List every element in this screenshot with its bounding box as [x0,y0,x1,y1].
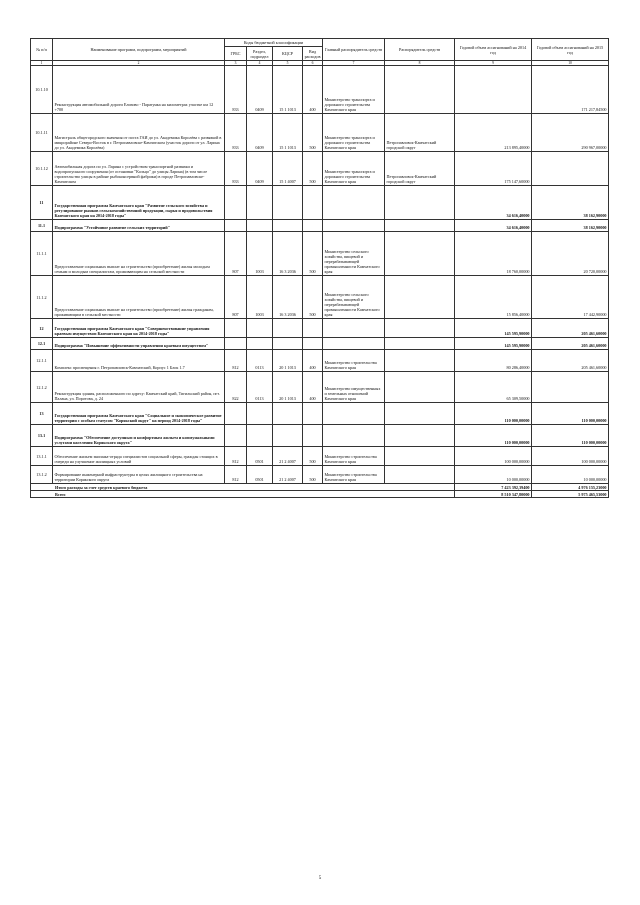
row-number: 13 [31,403,53,425]
header-num: № п/п [31,39,53,61]
row-razdel: 1003 [247,276,273,319]
row-value-2014: 80 286,40000 [455,350,532,372]
row-kcsr: 20 1 1013 [273,350,303,372]
table-row [31,466,609,484]
row-name: Реконструкция автомобильной дороги Елизово - Паратунка на километрах участке км 12 +700 [53,66,225,114]
row-kcsr [273,319,303,338]
table-row [31,152,609,186]
row-chief-admin: Министерство строительства Камчатского края [323,447,385,466]
row-recipient [385,66,455,114]
row-vid: 400 [303,372,323,403]
row-kcsr: 21 2 4007 [273,447,303,466]
row-value-2014: 213 895,40000 [455,114,532,152]
total-label: Итого расходы за счет средств краевого бюджета [31,484,455,491]
row-grbs: 807 [225,276,247,319]
row-value-2015: 10 000,00000 [532,466,609,484]
row-kcsr: 15 1 4007 [273,152,303,186]
column-index: 10 [532,61,609,66]
row-value-2015: 17 442,90000 [532,276,609,319]
row-recipient [385,425,455,447]
row-vid: 500 [303,466,323,484]
row-value-2014: 100 000,00000 [455,447,532,466]
row-value-2015: 38 162,90000 [532,220,609,232]
row-number: 12.1.1 [31,350,53,372]
row-name: Государственная программа Камчатского края "Развитие сельского хозяйства и регулирование рынков сельскохозяйственной продукции, сырья и продовольствия Камчатского края на 2014-2018 годы" [53,186,225,220]
row-name: Подпрограмма "Обеспечение доступным и комфортным жильем и коммунальными услугами населения Корякского округа" [53,425,225,447]
row-name: Формирование инженерной инфраструктуры в целях жилищного строительства на территории Корякского округа [53,466,225,484]
row-vid: 400 [303,66,323,114]
row-vid: 500 [303,152,323,186]
row-vid [303,338,323,350]
row-name: Государственная программа Камчатского края "Совершенствование управления краевым имуществом Камчатского края на 2014-2018 годы" [53,319,225,338]
row-vid: 500 [303,276,323,319]
row-kcsr: 20 1 1013 [273,372,303,403]
total-row [31,484,609,491]
column-index: 8 [385,61,455,66]
row-number: 10.1.12 [31,152,53,186]
row-value-2014: 34 616,40000 [455,220,532,232]
row-vid: 400 [303,350,323,372]
row-name: Подпрограмма "Устойчивое развитие сельских территорий" [53,220,225,232]
row-razdel [247,319,273,338]
table-row [31,232,609,276]
row-recipient [385,232,455,276]
row-value-2015: 205 461,60000 [532,338,609,350]
row-recipient [385,220,455,232]
row-grbs: 833 [225,114,247,152]
table-row [31,319,609,338]
column-index: 1 [31,61,53,66]
row-name: Автомобильная дорога по ул. Ларина с устройством транспортной развязки и водопропускного сооружения (от остановки "Кольцо" до улицы Ларина) (в том числе строительство улицы в районе рыбоконсервной фабрики) в городе Петропавловске-Камчатском [53,152,225,186]
row-kcsr: 15 1 1013 [273,66,303,114]
row-number: 11.1.1 [31,232,53,276]
row-kcsr [273,220,303,232]
row-value-2015: 290 967,00000 [532,114,609,152]
row-chief-admin [323,220,385,232]
row-number: 11.1 [31,220,53,232]
row-vid [303,403,323,425]
row-chief-admin: Министерство строительства Камчатского края [323,466,385,484]
row-name: Магистраль общегородского значения от поста ГАИ до ул. Академика Королёва с развязкой в микрорайоне Северо-Восток в г. Петропавловске-Камчатском (участок дороги от ул. Ларина до ул. Академика Королёва) [53,114,225,152]
total-label: Всего [31,491,455,498]
row-chief-admin: Министерство сельского хозяйства, пищевой и перерабатывающей промышленности Камчатского края [323,232,385,276]
row-vid [303,425,323,447]
row-kcsr [273,425,303,447]
row-grbs: 812 [225,350,247,372]
row-razdel: 0501 [247,447,273,466]
row-razdel: 1003 [247,232,273,276]
row-grbs [225,338,247,350]
table-row [31,403,609,425]
row-razdel [247,403,273,425]
header-name: Наименование программ, подпрограмм, мероприятий [53,39,225,61]
row-number: 13.1 [31,425,53,447]
row-razdel: 0113 [247,350,273,372]
table-row [31,114,609,152]
row-value-2015: 110 000,00000 [532,425,609,447]
column-index: 5 [273,61,303,66]
row-grbs: 807 [225,232,247,276]
table-row [31,186,609,220]
header-razdel: Раздел, подраздел [247,47,273,61]
row-number: 12 [31,319,53,338]
row-value-2014 [455,66,532,114]
row-value-2014: 145 595,90000 [455,319,532,338]
row-number: 12.1.2 [31,372,53,403]
row-grbs: 833 [225,66,247,114]
row-vid: 500 [303,114,323,152]
row-value-2014: 10 000,00000 [455,466,532,484]
column-index: 7 [323,61,385,66]
row-value-2014: 175 147,60000 [455,152,532,186]
row-grbs: 822 [225,372,247,403]
row-chief-admin: Министерство строительства Камчатского края [323,350,385,372]
row-recipient [385,319,455,338]
row-kcsr [273,186,303,220]
row-grbs [225,319,247,338]
table-row [31,372,609,403]
row-name: Государственная программа Камчатского края "Социальное и экономическое развитие территории с особым статусом "Корякский округ" на период 2014-2018 годы" [53,403,225,425]
row-chief-admin: Министерство транспорта и дорожного строительства Камчатского края [323,152,385,186]
row-number: 11.1.2 [31,276,53,319]
row-chief-admin [323,403,385,425]
row-name: Подпрограмма "Повышение эффективности управления краевым имуществом" [53,338,225,350]
total-row [31,491,609,498]
row-grbs [225,403,247,425]
header-grbs: ГРБС [225,47,247,61]
column-index: 6 [303,61,323,66]
total-value-2015: 5 975 465,53000 [532,491,609,498]
row-razdel: 0113 [247,372,273,403]
row-name: Комплекс просвещения г. Петропавловск-Камчатский, Корпус 1 Блок 1.7 [53,350,225,372]
table-row [31,220,609,232]
row-razdel: 0501 [247,466,273,484]
row-recipient [385,403,455,425]
budget-table [30,38,609,498]
row-value-2014: 18 760,00000 [455,232,532,276]
column-index: 4 [247,61,273,66]
row-value-2014: 34 616,40000 [455,186,532,220]
row-vid: 500 [303,447,323,466]
header-recipient: Распорядитель средств [385,39,455,61]
row-vid: 500 [303,232,323,276]
row-chief-admin [323,425,385,447]
row-value-2014: 15 856,40000 [455,276,532,319]
row-name: Обеспечение жильем экипажа-отряда специалистов социальной сферы, граждан стоящих в очереди на улучшение жилищных условий [53,447,225,466]
row-name: Реконструкция здания, расположенного по адресу: Камчатский край, Тигильский район, пгт. Палана, ул. Поротова, д. 24 [53,372,225,403]
row-recipient [385,447,455,466]
row-number: 11 [31,186,53,220]
header-vol-2014: Годовой объем ассигнований на 2014 год [455,39,532,61]
row-number: 10.1.11 [31,114,53,152]
row-grbs: 812 [225,466,247,484]
row-razdel: 0409 [247,114,273,152]
row-value-2015: 205 461,60000 [532,319,609,338]
row-razdel [247,186,273,220]
row-grbs: 833 [225,152,247,186]
budget-table-sheet [30,38,608,498]
row-chief-admin: Министерство сельского хозяйства, пищевой и перерабатывающей промышленности Камчатского края [323,276,385,319]
row-name: Предоставление социальных выплат на строительство (приобретение) жилья молодым семьям и молодым специалистам, проживающим на сельской местности [53,232,225,276]
row-recipient [385,466,455,484]
row-kcsr [273,403,303,425]
row-chief-admin [323,338,385,350]
total-value-2014: 7 423 392,39400 [455,484,532,491]
row-recipient [385,276,455,319]
row-chief-admin: Министерство транспорта и дорожного строительства Камчатского края [323,66,385,114]
total-value-2014: 8 510 347,80000 [455,491,532,498]
row-chief-admin: Министерство имущественных и земельных отношений Камчатского края [323,372,385,403]
row-value-2014: 145 595,90000 [455,338,532,350]
header-codes-group: Коды бюджетной классификации [225,39,323,47]
row-number: 12.1 [31,338,53,350]
row-recipient [385,338,455,350]
table-row [31,447,609,466]
row-value-2014: 110 000,00000 [455,425,532,447]
header-vid: Вид расходов [303,47,323,61]
row-recipient [385,186,455,220]
row-vid [303,220,323,232]
page-number: 5 [318,876,322,881]
row-value-2014: 110 000,00000 [455,403,532,425]
column-index: 3 [225,61,247,66]
row-value-2015: 110 000,00000 [532,403,609,425]
row-grbs [225,186,247,220]
header-kcsr: КЦСР [273,47,303,61]
table-row [31,425,609,447]
row-number: 10.1.10 [31,66,53,114]
row-grbs [225,220,247,232]
header-vol-2015: Годовой объем ассигнований на 2015 год [532,39,609,61]
row-value-2015: 171 217,84500 [532,66,609,114]
row-recipient: Петропавловск-Камчатский городской округ [385,114,455,152]
total-value-2015: 4 976 155,23000 [532,484,609,491]
row-value-2015 [532,152,609,186]
row-value-2015: 100 000,00000 [532,447,609,466]
row-chief-admin [323,319,385,338]
row-value-2014: 65 309,50000 [455,372,532,403]
row-kcsr: 15 1 1013 [273,114,303,152]
column-index: 9 [455,61,532,66]
row-number: 13.1.2 [31,466,53,484]
row-razdel [247,425,273,447]
row-razdel: 0409 [247,66,273,114]
row-grbs [225,425,247,447]
row-kcsr: 16 3 2036 [273,276,303,319]
row-kcsr: 21 2 4007 [273,466,303,484]
table-row [31,350,609,372]
row-name: Предоставление социальных выплат на строительство (приобретение) жилья гражданам, проживающим в сельской местности [53,276,225,319]
row-recipient [385,350,455,372]
header-chief-admin: Главный распорядитель средств [323,39,385,61]
row-kcsr: 16 3 2036 [273,232,303,276]
row-value-2015: 20 720,00000 [532,232,609,276]
row-chief-admin [323,186,385,220]
column-index: 2 [53,61,225,66]
row-kcsr [273,338,303,350]
row-razdel [247,338,273,350]
row-number: 13.1.1 [31,447,53,466]
table-row [31,338,609,350]
row-chief-admin: Министерство транспорта и дорожного строительства Камчатского края [323,114,385,152]
row-grbs: 812 [225,447,247,466]
row-value-2015 [532,372,609,403]
row-vid [303,186,323,220]
table-row [31,276,609,319]
row-value-2015: 38 162,90000 [532,186,609,220]
row-value-2015: 205 461,60000 [532,350,609,372]
row-recipient [385,372,455,403]
row-recipient: Петропавловск-Камчатский городской округ [385,152,455,186]
row-razdel [247,220,273,232]
row-razdel: 0409 [247,152,273,186]
row-vid [303,319,323,338]
table-row [31,66,609,114]
